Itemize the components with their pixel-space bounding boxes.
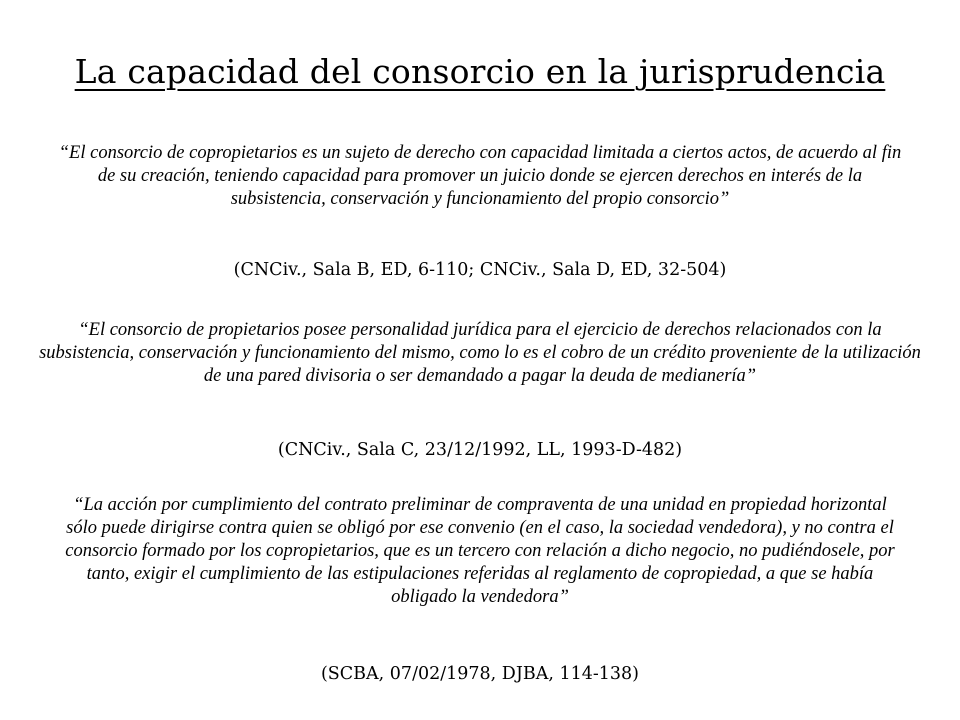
citation-1: (CNCiv., Sala B, ED, 6-110; CNCiv., Sala D, ED, 32-504) <box>233 260 727 280</box>
citation-2: (CNCiv., Sala C, 23/12/1992, LL, 1993-D-482) <box>277 440 683 460</box>
slide-title: La capacidad del consorcio en la jurisprudencia <box>74 52 886 91</box>
quote-1: “El consorcio de copropietarios es un sujeto de derecho con capacidad limitada a ciertos actos, de acuerdo al fin de su creación, teniendo capacidad para promover un juicio donde se ejercen derechos en interés de la subsistencia, conservación y funcionamiento del propio consorcio” <box>58 143 902 209</box>
quote-3: “La acción por cumplimiento del contrato preliminar de compraventa de una unidad en propiedad horizontal sólo puede dirigirse contra quien se obligó por ese convenio (en el caso, la sociedad vendedora), y no contra el consorcio formado por los copropietarios, que es un tercero con relación a dicho negocio, no pudiéndosele, por tanto, exigir el cumplimiento de las estipulaciones referidas al reglamento de copropiedad, a que se había obligado la vendedora” <box>65 495 895 607</box>
citation-3: (SCBA, 07/02/1978, DJBA, 114-138) <box>320 664 640 684</box>
quote-2: “El consorcio de propietarios posee personalidad jurídica para el ejercicio de derechos relacionados con la subsistencia, conservación y funcionamiento del mismo, como lo es el cobro de un crédito proveniente de la utilización de una pared divisoria o ser demandado a pagar la deuda de medianería” <box>39 320 921 386</box>
